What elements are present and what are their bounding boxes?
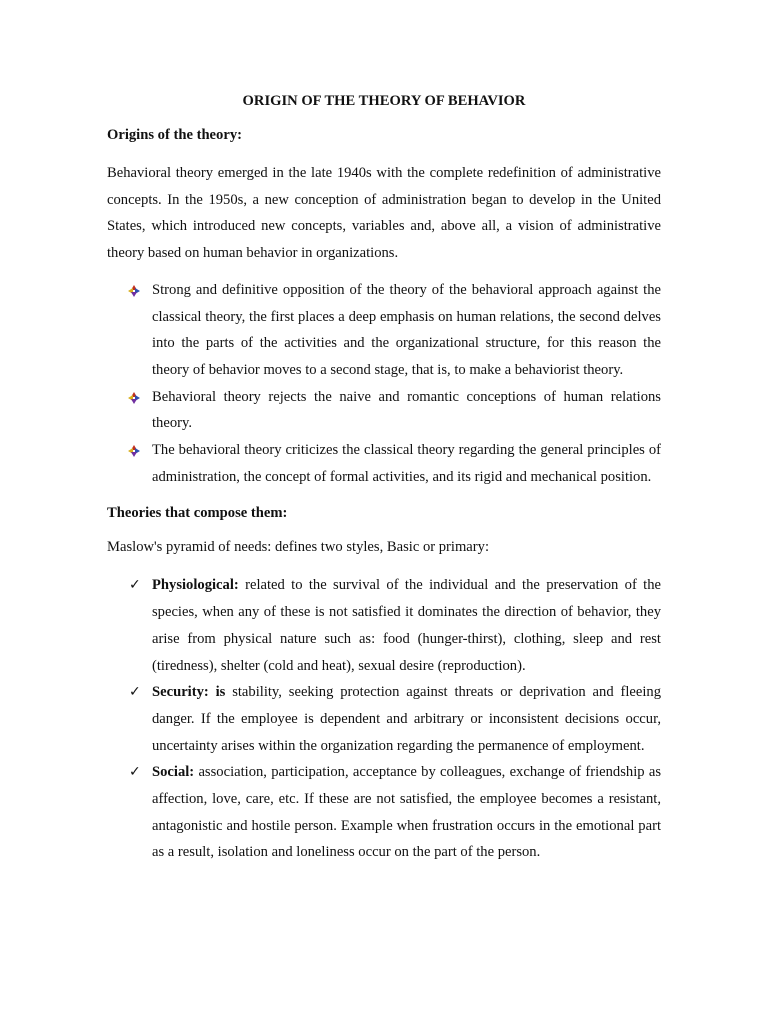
- list-item-term: Social:: [152, 764, 195, 781]
- list-item-term: Security: is: [152, 684, 226, 701]
- list-item-text: related to the survival of the individual and the preservation of the species, when any of these is not satisfied it dominates the direction of behavior, they arise from physical nature such as: food (hunger-thirst), clothing, sleep and rest (tiredness), shelter (cold and heat), sexual desire (reproduction).: [152, 577, 661, 674]
- arrow-bullet-icon: [127, 444, 141, 458]
- arrow-bullet-icon: [127, 391, 141, 405]
- list-item-text: association, participation, acceptance by colleagues, exchange of friendship as affection, love, care, etc. If these are not satisfied, the employee becomes a resistant, antagonistic and hostile person. Example when frustration occurs in the emotional part as a result, isolation and loneliness occur on the part of the person.: [152, 764, 661, 861]
- list-item-text: Behavioral theory rejects the naive and romantic conceptions of human relations theory.: [152, 388, 661, 432]
- list-item-text: The behavioral theory criticizes the classical theory regarding the general principles of administration, the concept of formal activities, and its rigid and mechanical position.: [152, 442, 661, 485]
- list-item: [107, 679, 661, 759]
- arrow-bullet-list: [107, 277, 661, 491]
- list-item: [107, 759, 661, 866]
- section-heading-origins: Origins of the theory:: [107, 127, 242, 143]
- list-item-term: Physiological:: [152, 577, 239, 594]
- list-item: [107, 277, 661, 384]
- intro-paragraph: Behavioral theory emerged in the late 1940s with the complete redefinition of administrative concepts. In the 1950s, a new conception of administration began to develop in the United States, which introduced new concepts, variables and, above all, a vision of administrative theory based on human behavior in organizations.: [107, 165, 661, 262]
- checkmark-icon: ✓: [129, 684, 141, 701]
- maslow-intro: Maslow's pyramid of needs: defines two styles, Basic or primary:: [107, 539, 489, 556]
- checkmark-icon: ✓: [129, 577, 141, 594]
- list-item: [107, 572, 661, 679]
- section-heading-theories: Theories that compose them:: [107, 505, 288, 522]
- arrow-bullet-icon: [127, 284, 141, 298]
- document-page: [107, 92, 661, 880]
- document-title: ORIGIN OF THE THEORY OF BEHAVIOR: [242, 93, 526, 109]
- checkmark-icon: ✓: [129, 764, 141, 781]
- list-item-text: stability, seeking protection against threats or deprivation and fleeing danger. If the employee is dependent and arbitrary or inconsistent decisions occur, uncertainty arises within the organization regarding the permanence of employment.: [152, 684, 661, 754]
- checkmark-list: [107, 572, 661, 866]
- list-item: [107, 437, 661, 490]
- list-item-text: Strong and definitive opposition of the theory of the behavioral approach against the classical theory, the first places a deep emphasis on human relations, the second delves into the parts of the activities and the organizational structure, for this reason the theory of behavior moves to a second stage, that is, to make a behaviorist theory.: [152, 281, 661, 378]
- list-item: [107, 384, 661, 437]
